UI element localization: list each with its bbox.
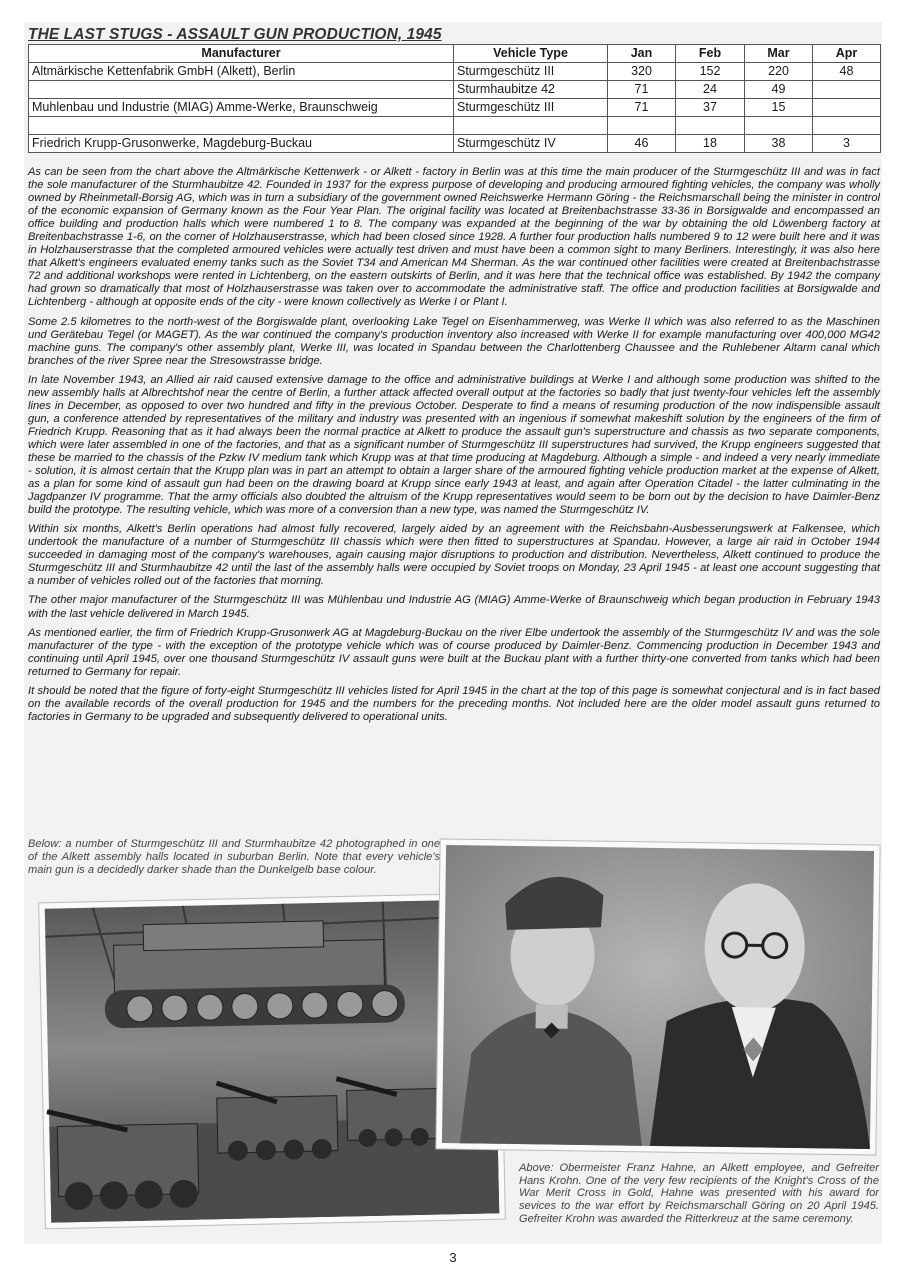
cell-vehicle: Sturmgeschütz IV xyxy=(454,135,608,153)
caption-portrait-photo: Above: Obermeister Franz Hahne, an Alkett employee, and Gefreiter Hans Krohn. One of the very few recipients of the Knight's Cross of the War Merit Cross in Gold, Hahne was presented with his award for sevices to the war effort by Reichsmarschall Göring on 20 April 1945. Gefreiter Krohn was awarded the Ritterkreuz at the same ceremony. xyxy=(519,1162,879,1225)
cell-vehicle xyxy=(454,117,608,135)
header-jan: Jan xyxy=(608,45,676,63)
cell-manufacturer: Muhlenbau und Industrie (MIAG) Amme-Werke, Braunschweig xyxy=(29,99,454,117)
cell-jan xyxy=(608,117,676,135)
paragraph: As can be seen from the chart above the Altmärkische Kettenwerk - or Alkett - factory in Berlin was at this time the main producer of the Sturmgeschütz III and was in fact the sole manufacturer of the Sturmhaubitze 42. Founded in 1937 for the express purpose of developing and producing armoured fighting vehicles, the company was wholly owned by Rheinmetall-Borsig AG, which was in turn a subsidiary of the government owned Reichswerke Hermann Göring - the Reichsmarschall being the minister in control of the economic expansion of Germany known as the Four Year Plan. The original facility was located at Breitenbachstrasse 33-36 in Borsigwalde and encompassed an office building and production halls which were numbered 1 to 8. The company was expanded at the beginning of the war by obtaining the old Löwenberg factory at Breitenbachstrasse 1-6, on the corner of Holzhauserstrasse, which had been closed since 1928. A further four production halls numbered 9 to 12 were built here and it was in Holzhauserstrasse that the completed armoured vehicles were actually test driven and must have been a common sight to many Berliners. Interestingly, it was also here that Alkett's engineers evaluated enemy tanks such as the Soviet T34 and American M4 Sherman. As the war continued other facilities were created at Breitenbachstrasse 72 and additional workshops were rented in Lichtenberg, on the eastern outskirts of Berlin, and it was here that the technical office was established. By 1942 the company had grown so dramatically that most of Holzhauserstrasse was taken over to accommodate the administrative staff. The office and production facilities at Borsigwalde and Lichtenberg - although at opposite ends of the city - were known collectively as Werke I or Plant I. xyxy=(28,166,880,309)
article-body xyxy=(28,166,880,730)
table-row xyxy=(29,117,881,135)
cell-mar: 220 xyxy=(745,63,813,81)
cell-mar: 49 xyxy=(745,81,813,99)
paragraph: Within six months, Alkett's Berlin operations had almost fully recovered, largely aided by an agreement with the Reichsbahn-Ausbesserungswerk at Falkensee, which undertook the manufacture of a number of Sturmgeschütz III chassis which were then fitted to superstructures at Spandau. However, a large air raid in October 1944 succeeded in damaging most of the company's warehouses, again causing major disruptions to production and distribution. Nevertheless, Alkett continued to produce the Sturmgeschütz III and Sturmhaubitze 42 until the last of the assembly halls were occupied by Soviet troops on Monday, 23 April 1945 - at least one account suggesting that a number of vehicles rolled out of the factories that morning. xyxy=(28,523,880,588)
table-row xyxy=(29,81,881,99)
cell-feb: 24 xyxy=(676,81,745,99)
header-manufacturer: Manufacturer xyxy=(29,45,454,63)
cell-feb: 37 xyxy=(676,99,745,117)
table-row xyxy=(29,135,881,153)
cell-jan: 71 xyxy=(608,81,676,99)
cell-apr: 48 xyxy=(813,63,881,81)
table-row xyxy=(29,63,881,81)
cell-apr xyxy=(813,81,881,99)
cell-mar: 38 xyxy=(745,135,813,153)
cell-apr: 3 xyxy=(813,135,881,153)
paragraph: The other major manufacturer of the Sturmgeschütz III was Mühlenbau und Industrie AG (MIAG) Amme-Werke of Braunschweig which began production in February 1943 with the last vehicle delivered in March 1945. xyxy=(28,594,880,620)
cell-vehicle: Sturmhaubitze 42 xyxy=(454,81,608,99)
table-row xyxy=(29,99,881,117)
paragraph: Some 2.5 kilometres to the north-west of the Borgiswalde plant, overlooking Lake Tegel on Eisenhammerweg, was Werke II which was also referred to as the Maschinen und Gerätebau Tegel (or MAGET). As the war continued the company's production inventory also increased with Werke II for example manufacturing over 400,000 MG42 machine guns. The company's other assembly plant, Werke III, was located in Spandau between the Charlottenberg Chaussee and the Ruhlebener Altarm canal which branches of the river Spree near the Stresowstrasse bridge. xyxy=(28,315,880,367)
cell-jan: 46 xyxy=(608,135,676,153)
cell-manufacturer: Altmärkische Kettenfabrik GmbH (Alkett), Berlin xyxy=(29,63,454,81)
cell-jan: 320 xyxy=(608,63,676,81)
paragraph: In late November 1943, an Allied air raid caused extensive damage to the office and administrative buildings at Werke I and although some production was shifted to the new assembly halls at Albrechtshof near the centre of Berlin, a further attack affected overall output at the factories so badly that just twenty-four vehicles left the assembly lines in December, as opposed to over two hundred and fifty in the previous October. Desperate to find a means of resuming production of the now indispensible assault gun, a conference attended by representatives of the military and industry was presented with an ingenious if somewhat makeshift solution by the engineers of the firm of Friedrich Krupp. Reasoning that as it had always been the normal practice at Alkett to produce the assault gun's superstructure and chassis as two separate components, which were later assembled in one of the factories, and that as a significant number of Sturmgeschütz III superstructures had survived, the Krupp engineers suggested that these be married to the chassis of the Pzkw IV medium tank which Krupp was at that time producing at Magdeburg. Although a simple - and indeed a very nearly immediate - solution, it is almost certain that the Krupp plan was in part an attempt to obtain a larger share of the armoured fighting vehicle production market at the expense of Alkett, as a plan for some kind of assault gun had been on the drawing board at Krupp since early 1943 at least, and again after Operation Citadel - the latter culminating in the Jagdpanzer IV programme. That the army officials also doubted the altruism of the Krupp representatives would seem to be born out by the decision to have Daimler-Benz build the prototype. The resulting vehicle, which was more of a conversion than a new type, was named the Sturmgeschütz IV. xyxy=(28,373,880,517)
cell-manufacturer xyxy=(29,81,454,99)
cell-apr xyxy=(813,117,881,135)
header-apr: Apr xyxy=(813,45,881,63)
cell-feb xyxy=(676,117,745,135)
production-table xyxy=(28,44,881,153)
cell-apr xyxy=(813,99,881,117)
cell-manufacturer xyxy=(29,117,454,135)
caption-factory-photo: Below: a number of Sturmgeschütz III and Sturmhaubitze 42 photographed in one of the Alkett assembly halls located in suburban Berlin. Note that every vehicle's main gun is a decidedly darker shade than the Dunkelgelb base colour. xyxy=(28,838,440,876)
header-vehicle-type: Vehicle Type xyxy=(454,45,608,63)
cell-feb: 152 xyxy=(676,63,745,81)
cell-vehicle: Sturmgeschütz III xyxy=(454,63,608,81)
header-feb: Feb xyxy=(676,45,745,63)
header-mar: Mar xyxy=(745,45,813,63)
table-header-row xyxy=(29,45,881,63)
cell-manufacturer: Friedrich Krupp-Grusonwerke, Magdeburg-Buckau xyxy=(29,135,454,153)
cell-vehicle: Sturmgeschütz III xyxy=(454,99,608,117)
cell-mar xyxy=(745,117,813,135)
cell-jan: 71 xyxy=(608,99,676,117)
cell-mar: 15 xyxy=(745,99,813,117)
cell-feb: 18 xyxy=(676,135,745,153)
portrait-photo xyxy=(432,836,884,1158)
paragraph: As mentioned earlier, the firm of Friedrich Krupp-Grusonwerk AG at Magdeburg-Buckau on the river Elbe undertook the assembly of the Sturmgeschütz IV and was the sole manufacturer of the type - with the exception of the prototype vehicle which was of course produced by Daimler-Benz. Commencing production in December 1943 and continuing until April 1945, over one thousand Sturmgeschütz IV assault guns were built at the Buckau plant with a further thirty-one converted from tanks which had been returned to Germany for repair. xyxy=(28,626,880,678)
page-number: 3 xyxy=(449,1250,457,1265)
paragraph: It should be noted that the figure of forty-eight Sturmgeschütz III vehicles listed for April 1945 in the chart at the top of this page is somewhat conjectural and is in fact based on the available records of the overall production for 1945 and the numbers for the preceding months. Not included here are the older model assault guns returned to factories in Germany to be upgraded and subsequently delivered to operational units. xyxy=(28,684,880,723)
page-title: THE LAST STUGS - ASSAULT GUN PRODUCTION, 1945 xyxy=(28,26,442,43)
